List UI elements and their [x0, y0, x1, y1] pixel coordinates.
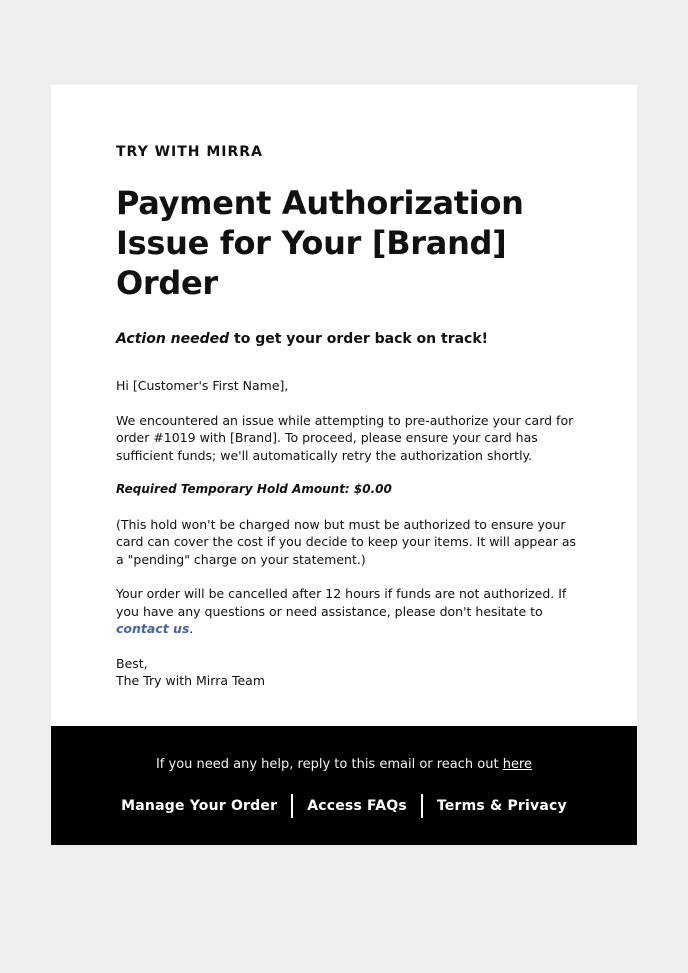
faqs-link[interactable]: Access FAQs [307, 797, 407, 814]
footer-nav [51, 794, 637, 818]
signoff-block [116, 655, 585, 690]
greeting: Hi [Customer's First Name], [116, 378, 289, 393]
email-title: Payment Authorization Issue for Your [Brand] Order [116, 184, 524, 302]
cancel-text: Your order will be cancelled after 12 hours if funds are not authorized. If you have any questions or need assistance, please don't hesitate to [116, 586, 567, 619]
manage-order-link[interactable]: Manage Your Order [121, 797, 278, 814]
terms-privacy-link[interactable]: Terms & Privacy [436, 797, 567, 814]
paragraph-hold-note: (This hold won't be charged now but must be authorized to ensure your card can cover the cost if you decide to keep your items. It will appear as a "pending" charge on your statement.) [116, 516, 576, 567]
paragraph-issue: We encountered an issue while attempting to pre-authorize your card for order #1019 with [Brand]. To proceed, please ensure your card has sufficient funds; we'll automatically retry the authorization shortly. [116, 412, 574, 463]
subtitle-emphasis: Action needed [116, 331, 230, 347]
email-card [51, 85, 637, 845]
email-footer [51, 726, 637, 845]
help-text: If you need any help, reply to this email or reach out [155, 756, 503, 772]
period: . [189, 621, 194, 636]
hold-amount: Required Temporary Hold Amount: $0.00 [116, 482, 392, 496]
signature: The Try with Mirra Team [116, 673, 266, 688]
email-content [51, 85, 637, 726]
email-subtitle [116, 329, 585, 349]
subtitle-rest: to get your order back on track! [229, 331, 489, 347]
contact-us-link[interactable]: contact us [116, 621, 190, 636]
help-here-link[interactable]: here [502, 756, 533, 772]
paragraph-cancel [116, 585, 585, 638]
help-line [51, 726, 637, 774]
signoff: Best, [116, 655, 148, 671]
brand-name: TRY WITH MIRRA [116, 144, 263, 160]
